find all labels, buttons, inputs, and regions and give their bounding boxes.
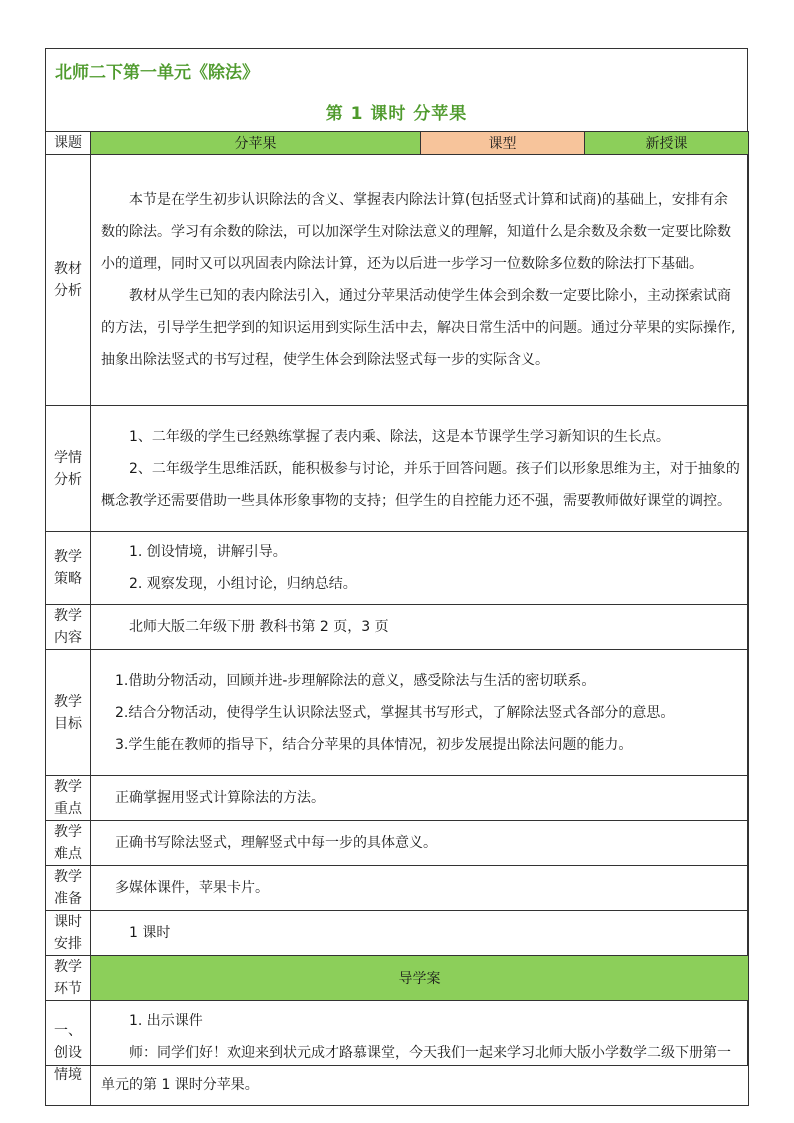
- strategy-label: 教学 策略: [46, 532, 91, 605]
- list-item: 1.借助分物活动，回顾并进-步理解除法的意义，感受除法与生活的密切联系。: [115, 672, 596, 689]
- key-point-row: [46, 776, 749, 821]
- paragraph: 2、二年级学生思维活跃，能积极参与讨论，并乐于回答问题。孩子们以形象思维为主，对于抽象的概念教学还需要借助一些具体形象事物的支持；但学生的自控能力还不强，需要教师做好课堂的调控。: [101, 460, 740, 509]
- goals-label: 教学 目标: [46, 650, 91, 776]
- list-item: 3.学生能在教师的指导下，结合分苹果的具体情况，初步发展提出除法问题的能力。: [115, 736, 633, 753]
- strategy-row: [46, 532, 749, 605]
- paragraph: 师：同学们好！欢迎来到状元成才路慕课堂，今天我们一起来学习北师大版小学数学二级下册第一单元的第 1 课时分苹果。: [101, 1045, 731, 1093]
- content-text: 北师大版二年级下册 教科书第 2 页，3 页: [91, 605, 749, 650]
- difficulty-row: [46, 821, 749, 866]
- textbook-analysis-row: [46, 155, 749, 406]
- type-label: 课型: [421, 132, 585, 155]
- student-analysis-text: [91, 406, 749, 532]
- process-header: 导学案: [91, 956, 749, 1001]
- list-item: 2.结合分物活动，使得学生认识除法竖式，掌握其书写形式，了解除法竖式各部分的意思。: [115, 704, 675, 721]
- hours-label: 课时 安排: [46, 911, 91, 956]
- paragraph: 1、二年级的学生已经熟练掌握了表内乘、除法，这是本节课学生学习新知识的生长点。: [129, 428, 670, 445]
- textbook-analysis-text: [91, 155, 749, 406]
- prep-row: [46, 866, 749, 911]
- paragraph: 本节是在学生初步认识除法的含义、掌握表内除法计算(包括竖式计算和试商)的基础上，安排有余数的除法。学习有余数的除法，可以加深学生对除法意义的理解，知道什么是余数及余数一定要比除数小的道理，同时又可以巩固表内除法计算，还为以后进一步学习一位数除多位数的除法打下基础。: [101, 192, 731, 272]
- hours-text: 1 课时: [91, 911, 749, 956]
- type-value: 新授课: [585, 132, 749, 155]
- topic-row: [46, 132, 749, 155]
- topic-value: 分苹果: [91, 132, 421, 155]
- difficulty-label: 教学 难点: [46, 821, 91, 866]
- student-analysis-row: [46, 406, 749, 532]
- list-item: 2. 观察发现，小组讨论，归纳总结。: [129, 576, 357, 592]
- goals-row: [46, 650, 749, 776]
- step1-label: 一、 创设 情境: [46, 1001, 91, 1106]
- paragraph: 教材从学生已知的表内除法引入，通过分苹果活动使学生体会到余数一定要比除小，主动探索试商的方法，引导学生把学到的知识运用到实际生活中去，解决日常生活中的问题。通过分苹果的实际操作,抽象出除法竖式的书写过程，使学生体会到除法竖式每一步的实际含义。: [101, 288, 736, 368]
- key-point-text: 正确掌握用竖式计算除法的方法。: [91, 776, 749, 821]
- list-item: 1. 出示课件: [129, 1013, 203, 1029]
- strategy-text: [91, 532, 749, 605]
- textbook-analysis-label: 教材 分析: [46, 155, 91, 406]
- process-row: [46, 956, 749, 1001]
- prep-label: 教学 准备: [46, 866, 91, 911]
- difficulty-text: 正确书写除法竖式，理解竖式中每一步的具体意义。: [91, 821, 749, 866]
- content-label: 教学 内容: [46, 605, 91, 650]
- document-header: [45, 48, 748, 132]
- prep-text: 多媒体课件，苹果卡片。: [91, 866, 749, 911]
- list-item: 1. 创设情境，讲解引导。: [129, 544, 287, 560]
- lesson-plan-table: [45, 131, 749, 1106]
- process-label: 教学 环节: [46, 956, 91, 1001]
- topic-label: 课题: [46, 132, 91, 155]
- step1-row: [46, 1001, 749, 1106]
- lesson-title: 第 1 课时 分苹果: [325, 104, 468, 124]
- key-point-label: 教学 重点: [46, 776, 91, 821]
- series-title: 北师二下第一单元《除法》: [55, 63, 259, 83]
- student-analysis-label: 学情 分析: [46, 406, 91, 532]
- goals-text: [91, 650, 749, 776]
- hours-row: [46, 911, 749, 956]
- step1-text: [91, 1001, 749, 1106]
- content-row: [46, 605, 749, 650]
